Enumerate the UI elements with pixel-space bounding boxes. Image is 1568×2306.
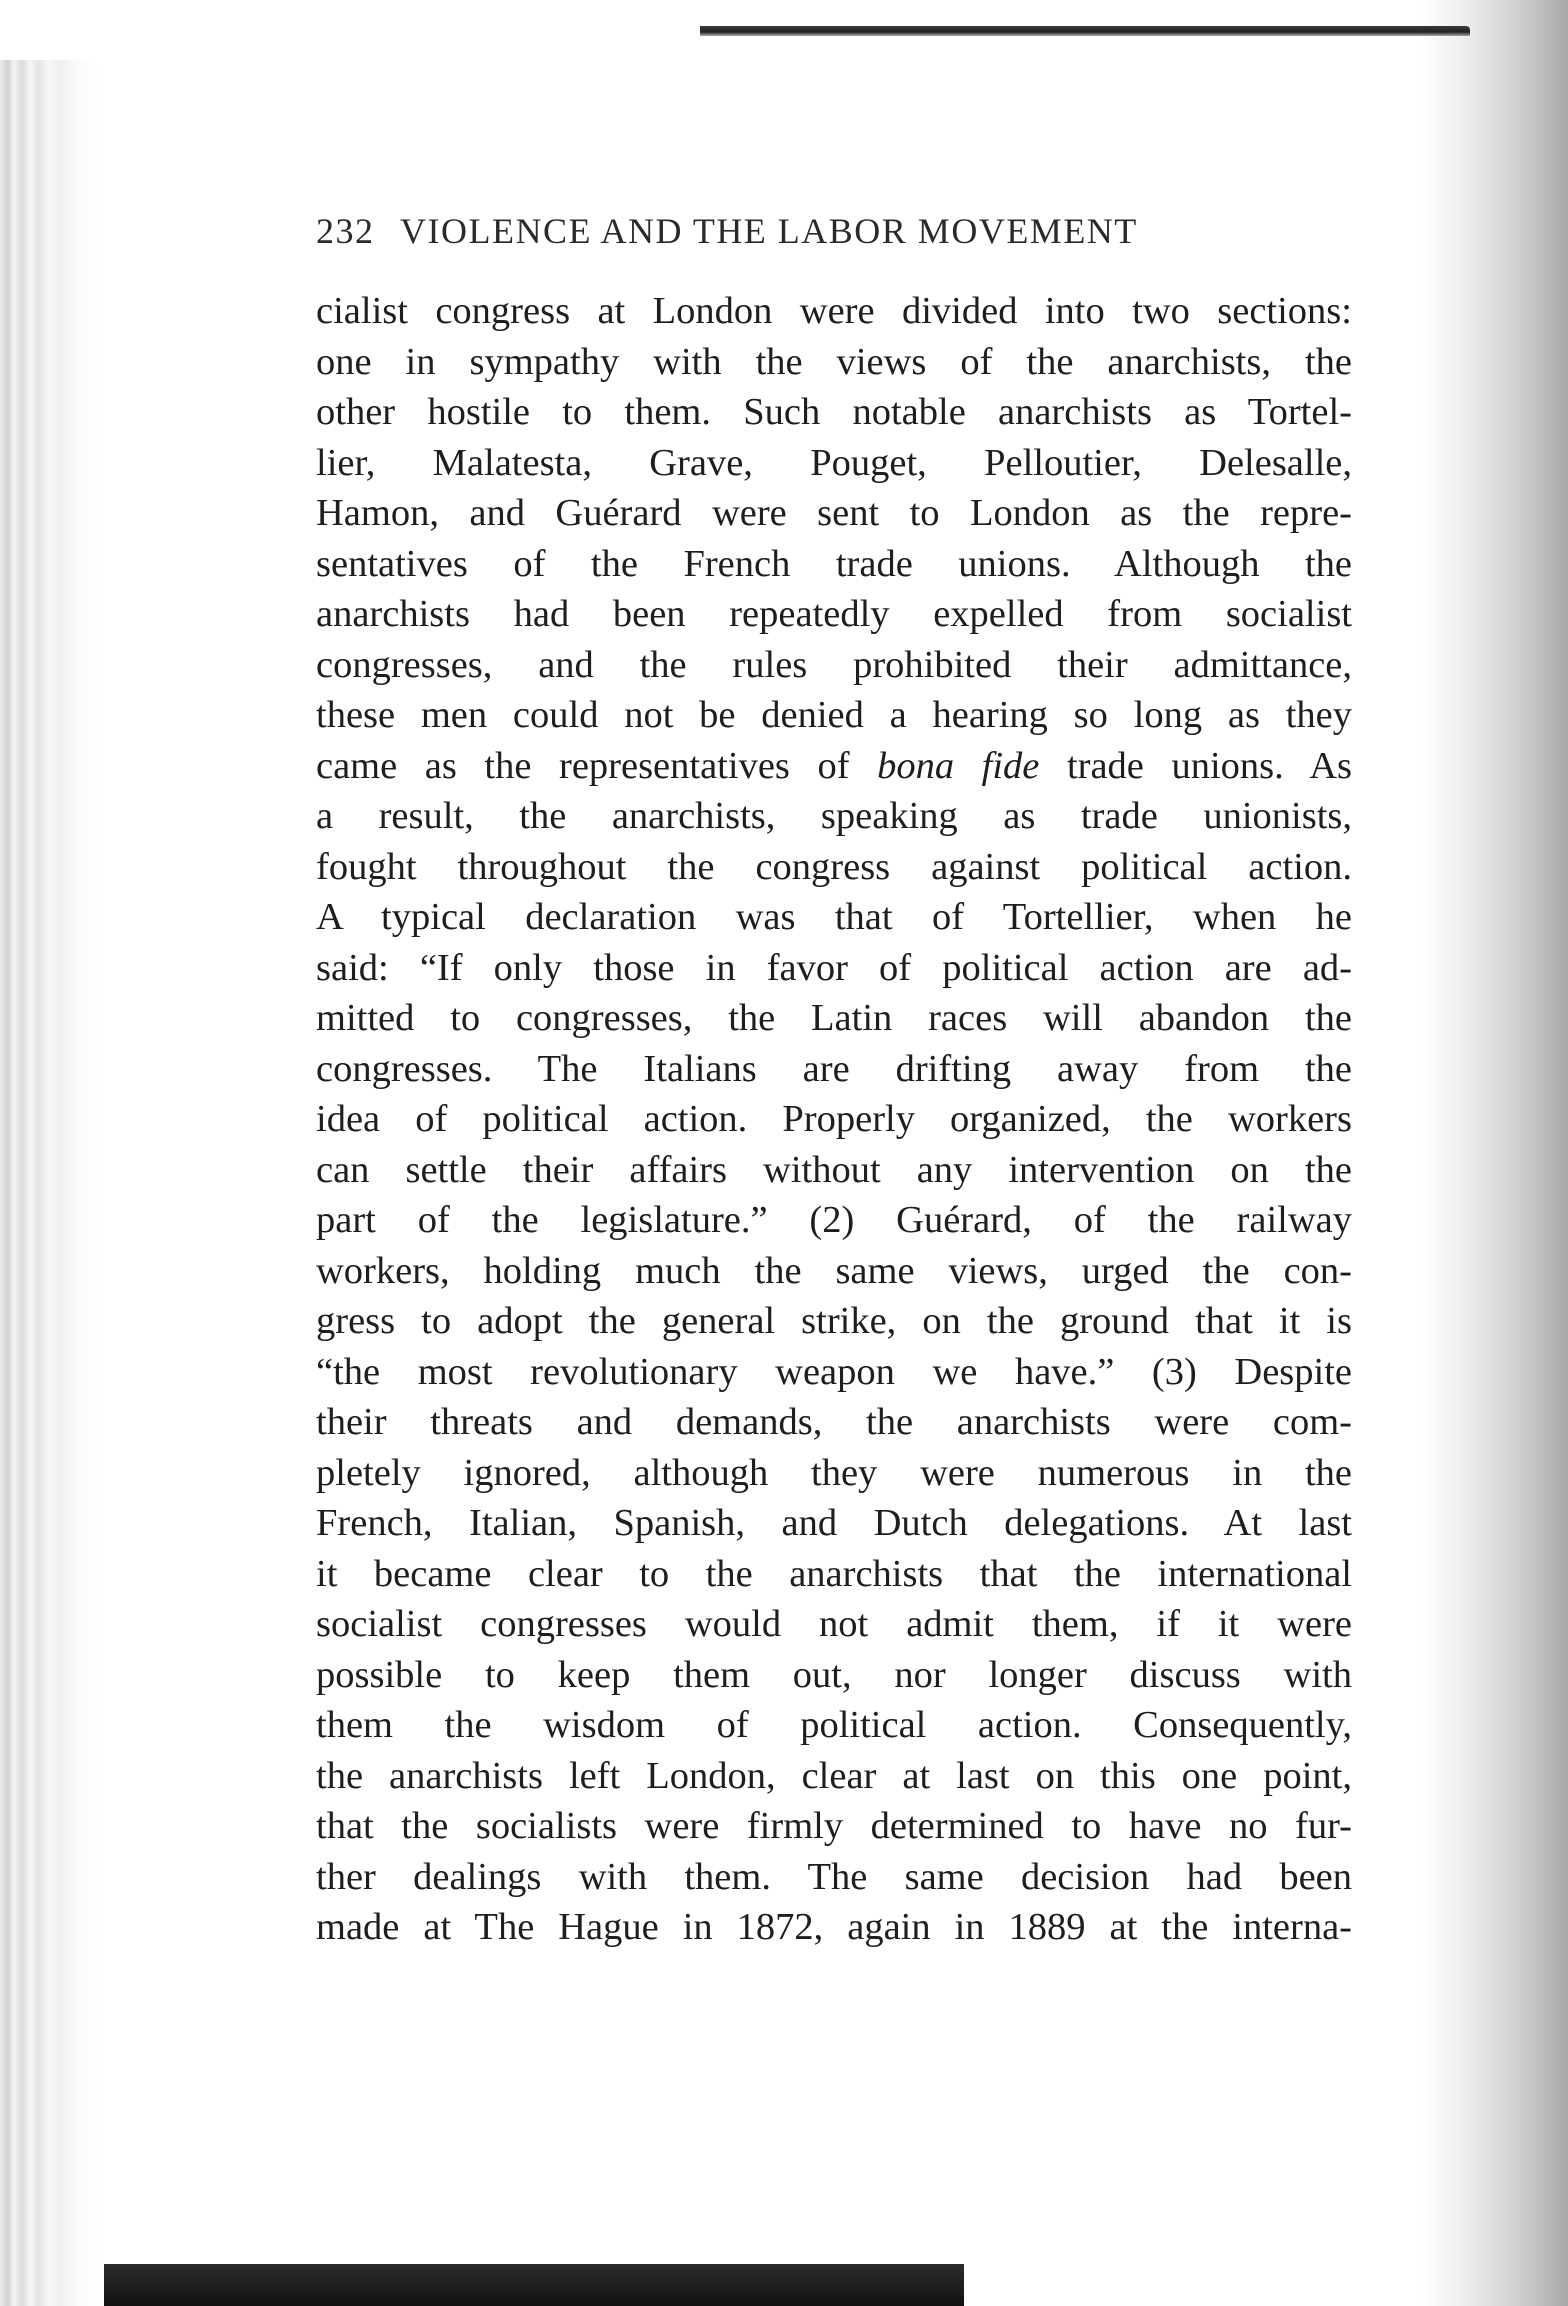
text-line: socialist congresses would not admit them, if it were: [316, 1603, 1352, 1645]
book-page: [316, 210, 1352, 1953]
text-line: fought throughout the congress against political action.: [316, 845, 1352, 888]
text-line: pletely ignored, although they were numerous in the: [316, 1451, 1352, 1494]
text-line: cialist congress at London were divided into two sections:: [316, 290, 1352, 332]
scan-bottom-edge: [104, 2264, 964, 2306]
scan-top-edge: [700, 26, 1470, 36]
text-line: their threats and demands, the anarchists were com-: [316, 1401, 1352, 1443]
text-line: part of the legislature.” (2) Guérard, of the railway: [316, 1199, 1352, 1241]
text-line: possible to keep them out, nor longer discuss with: [316, 1653, 1352, 1696]
text-line: one in sympathy with the views of the anarchists, the: [316, 340, 1352, 383]
text-line: sentatives of the French trade unions. Although the: [316, 542, 1352, 585]
text-line: said: “If only those in favor of political action are ad-: [316, 946, 1352, 989]
text-line: other hostile to them. Such notable anarchists as Tortel-: [316, 391, 1352, 433]
text-line: a result, the anarchists, speaking as trade unionists,: [316, 795, 1352, 837]
text-line: gress to adopt the general strike, on the ground that it is: [316, 1300, 1352, 1342]
text-line: Hamon, and Guérard were sent to London as the repre-: [316, 492, 1352, 534]
scan-page-edge-shadow: [1418, 0, 1568, 2306]
text-line: that the socialists were firmly determined to have no fur-: [316, 1805, 1352, 1847]
text-segment: trade unions. As: [1039, 744, 1352, 787]
text-line: French, Italian, Spanish, and Dutch delegations. At last: [316, 1502, 1352, 1544]
text-line: “the most revolutionary weapon we have.” (3) Despite: [316, 1350, 1352, 1393]
text-line: these men could not be denied a hearing so long as they: [316, 694, 1352, 736]
running-head: [316, 210, 1352, 286]
text-line: can settle their affairs without any intervention on the: [316, 1148, 1352, 1191]
italic-phrase: bona fide: [877, 744, 1040, 787]
text-line: workers, holding much the same views, urged the con-: [316, 1249, 1352, 1292]
page-number: 232: [316, 211, 375, 251]
text-line: mitted to congresses, the Latin races will abandon the: [316, 997, 1352, 1039]
text-line: them the wisdom of political action. Consequently,: [316, 1704, 1352, 1746]
text-segment: came as the representatives of: [316, 744, 878, 787]
text-line-with-italic: [316, 741, 1352, 792]
text-line: A typical declaration was that of Tortellier, when he: [316, 896, 1352, 938]
text-line: lier, Malatesta, Grave, Pouget, Pelloutier, Delesalle,: [316, 441, 1352, 484]
text-line: the anarchists left London, clear at last on this one point,: [316, 1754, 1352, 1797]
running-title: VIOLENCE AND THE LABOR MOVEMENT: [400, 211, 1138, 251]
text-line: congresses, and the rules prohibited their admittance,: [316, 643, 1352, 686]
text-line: idea of political action. Properly organized, the workers: [316, 1098, 1352, 1140]
text-line: anarchists had been repeatedly expelled from socialist: [316, 593, 1352, 635]
text-line: made at The Hague in 1872, again in 1889 at the interna-: [316, 1906, 1352, 1948]
text-line: it became clear to the anarchists that the international: [316, 1552, 1352, 1595]
scan-binding-shadow: [0, 60, 100, 2306]
text-line: ther dealings with them. The same decision had been: [316, 1855, 1352, 1898]
body-paragraph: [316, 286, 1352, 1953]
text-line: congresses. The Italians are drifting away from the: [316, 1047, 1352, 1090]
